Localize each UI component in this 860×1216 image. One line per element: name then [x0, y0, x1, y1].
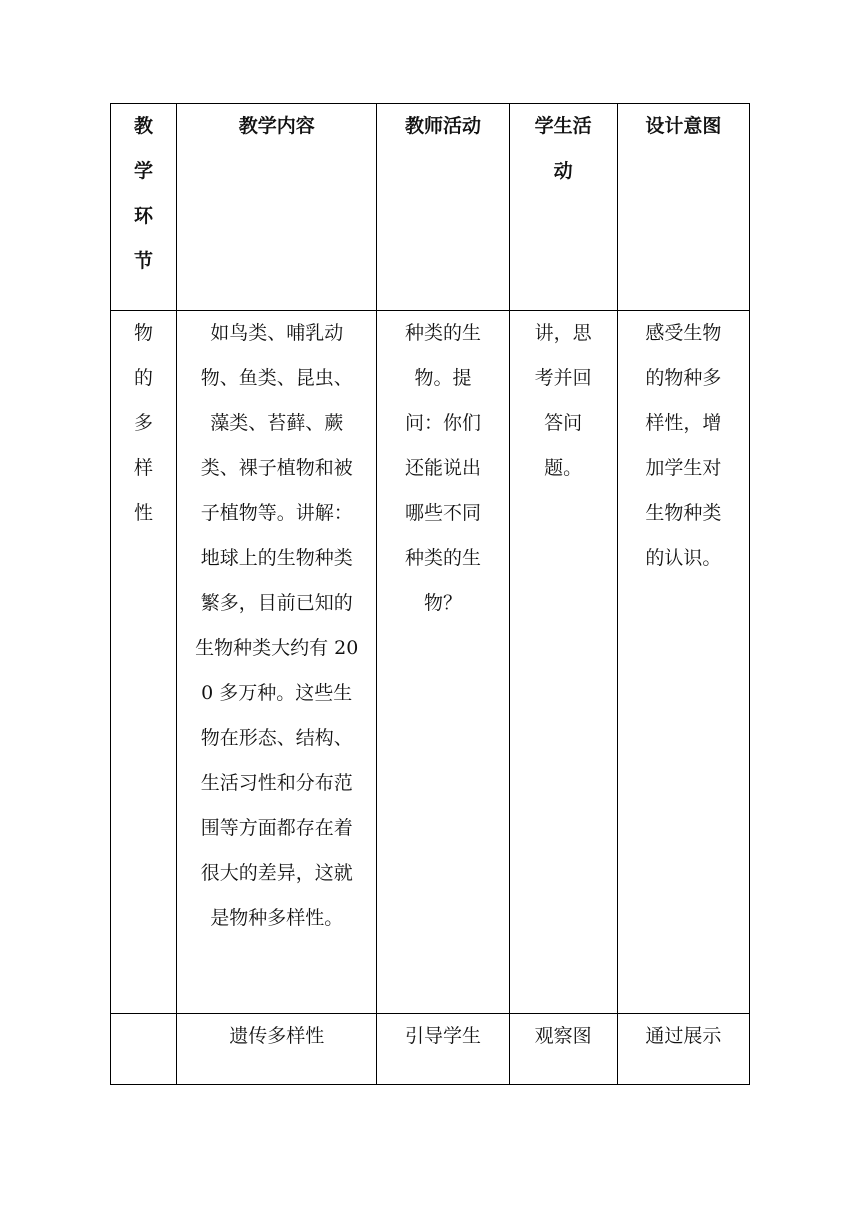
cell-student	[509, 311, 617, 1014]
header-teacher	[377, 104, 509, 311]
table-row	[111, 311, 750, 1014]
header-teacher-text: 教师活动	[405, 115, 482, 137]
cell-teacher-text: 引导学生	[405, 1025, 482, 1047]
cell-student-text: 观察图	[534, 1025, 592, 1047]
header-section-text: 教学环节	[134, 115, 154, 272]
cell-section	[111, 311, 177, 1014]
cell-section-text: 物的多样性	[134, 322, 154, 524]
cell-student-text: 讲，思考并回答问题。	[534, 322, 592, 479]
cell-teacher	[377, 1014, 509, 1085]
cell-teacher	[377, 311, 509, 1014]
cell-intent	[617, 1014, 749, 1085]
cell-intent	[617, 311, 749, 1014]
cell-content	[177, 1014, 377, 1085]
cell-student	[509, 1014, 617, 1085]
cell-content	[177, 311, 377, 1014]
cell-intent-text: 通过展示	[645, 1025, 722, 1047]
lesson-plan-table	[110, 103, 750, 1085]
header-student	[509, 104, 617, 311]
header-content-text: 教学内容	[238, 115, 315, 137]
cell-section	[111, 1014, 177, 1085]
header-intent	[617, 104, 749, 311]
header-student-text: 学生活动	[534, 115, 592, 182]
header-section	[111, 104, 177, 311]
cell-content-text: 遗传多样性	[229, 1025, 325, 1047]
cell-intent-text: 感受生物的物种多样性，增加学生对生物种类的认识。	[645, 322, 722, 569]
cell-teacher-text: 种类的生物。提问：你们还能说出哪些不同种类的生物？	[404, 322, 481, 614]
table-header-row	[111, 104, 750, 311]
header-content	[177, 104, 377, 311]
cell-content-text: 如鸟类、哺乳动物、鱼类、昆虫、藻类、苔藓、蕨类、裸子植物和被子植物等。讲解：地球上的生物种类繁多，目前已知的生物种类大约有 200 多万种。这些生物在形态、结构、生活习性和分布范围等方面都存在着很大的差异，这就是物种多样性。	[195, 322, 359, 929]
header-intent-text: 设计意图	[645, 115, 722, 137]
table-row	[111, 1014, 750, 1085]
